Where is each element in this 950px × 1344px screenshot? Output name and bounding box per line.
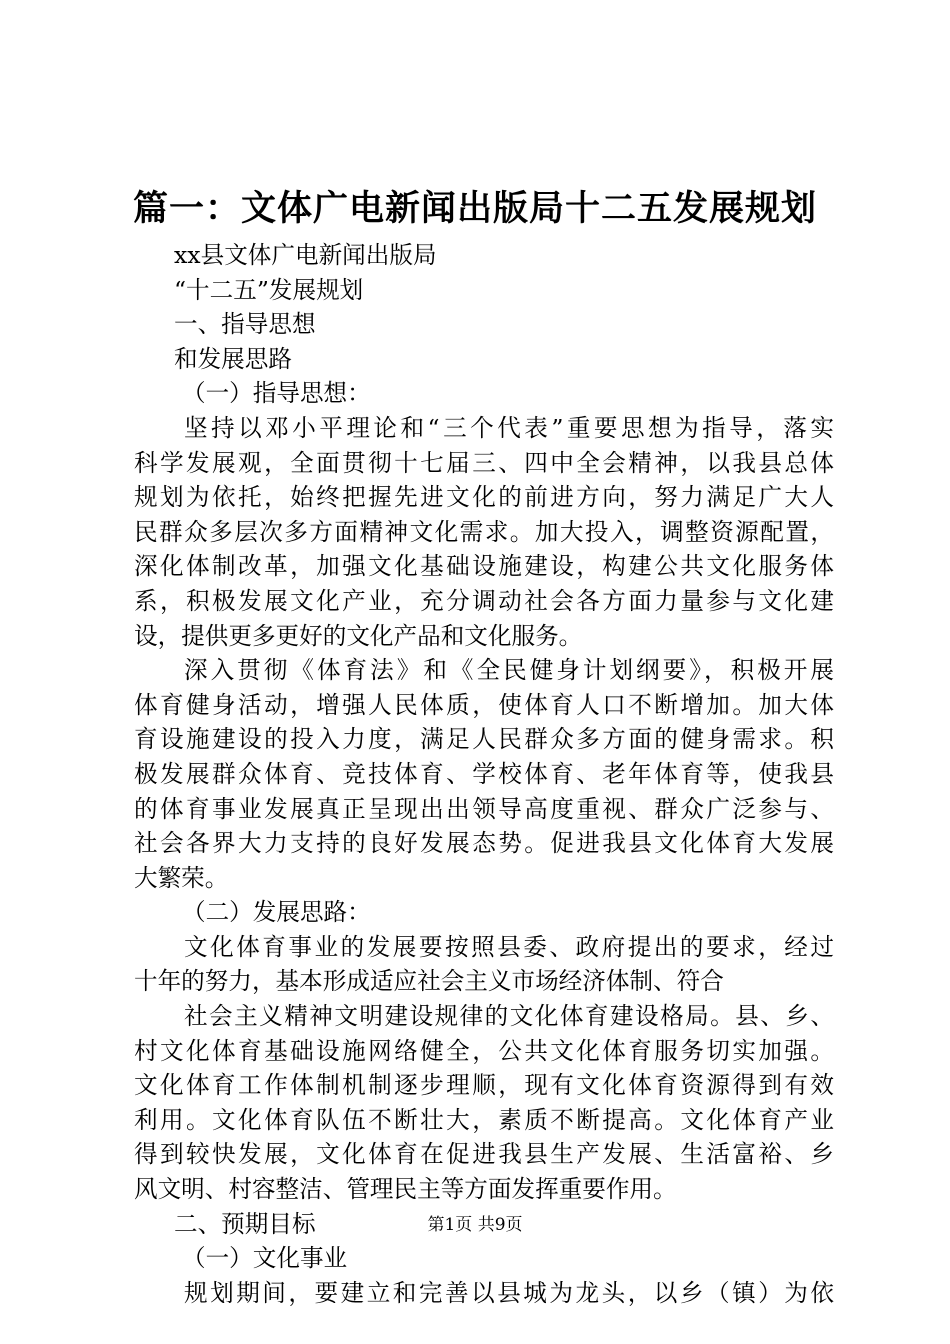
text-line: 文化体育事业的发展要按照县委、政府提出的要求，经过 (184, 932, 834, 961)
text-line: 十年的努力，基本形成适应社会主义市场经济体制、符合 (134, 967, 724, 996)
text-line: 育设施建设的投入力度，满足人民群众多方面的健身需求。积 (134, 725, 834, 754)
text-line: 系，积极发展文化产业，充分调动社会各方面力量参与文化建 (134, 586, 834, 615)
text-line: （二）发展思路： (182, 898, 371, 927)
text-line: 得到较快发展，文化体育在促进我县生产发展、生活富裕、乡 (134, 1140, 834, 1169)
document-body (134, 238, 834, 1310)
text-line: 规划期间，要建立和完善以县城为龙头，以乡（镇）为依 (184, 1278, 834, 1307)
text-line: 社会主义精神文明建设规律的文化体育建设格局。县、乡、 (184, 1002, 834, 1031)
text-line: 深化体制改革，加强文化基础设施建设，构建公共文化服务体 (134, 552, 834, 581)
text-line: 的体育事业发展真正呈现出出领导高度重视、群众广泛参与、 (134, 794, 834, 823)
text-line: 一、指导思想 (174, 310, 316, 339)
text-line: 体育健身活动，增强人民体质，使体育人口不断增加。加大体 (134, 690, 834, 719)
text-line: 坚持以邓小平理论和“三个代表”重要思想为指导，落实 (184, 413, 834, 442)
text-line: 科学发展观，全面贯彻十七届三、四中全会精神，以我县总体 (134, 448, 834, 477)
text-line: 文化体育工作体制机制逐步理顺，现有文化体育资源得到有效 (134, 1071, 834, 1100)
text-line: （一）文化事业 (182, 1244, 348, 1273)
text-line: “十二五”发展规划 (174, 275, 364, 304)
text-line: 规划为依托，始终把握先进文化的前进方向，努力满足广大人 (134, 483, 834, 512)
page-footer: 第1页 共9页 (427, 1215, 523, 1235)
text-line: 设，提供更多更好的文化产品和文化服务。 (134, 621, 583, 650)
text-line: 民群众多层次多方面精神文化需求。加大投入，调整资源配置， (134, 517, 834, 546)
document-title: 篇一：文体广电新闻出版局十二五发展规划 (132, 188, 817, 229)
text-line: 深入贯彻《体育法》和《全民健身计划纲要》，积极开展 (184, 656, 834, 685)
text-line: 社会各界大力支持的良好发展态势。促进我县文化体育大发展 (134, 829, 834, 858)
text-line: 风文明、村容整洁、管理民主等方面发挥重要作用。 (134, 1175, 677, 1204)
text-line: 利用。文化体育队伍不断壮大，素质不断提高。文化体育产业 (134, 1105, 834, 1134)
text-line: xx县文体广电新闻出版局 (174, 241, 437, 269)
text-line: 村文化体育基础设施网络健全，公共文化体育服务切实加强。 (134, 1036, 834, 1065)
text-line: 和发展思路 (174, 344, 292, 373)
text-line: 大繁荣。 (134, 863, 229, 892)
text-line: 极发展群众体育、竞技体育、学校体育、老年体育等，使我县 (134, 759, 834, 788)
text-line: （一）指导思想： (182, 379, 371, 408)
text-line: 二、预期目标 (174, 1209, 316, 1238)
